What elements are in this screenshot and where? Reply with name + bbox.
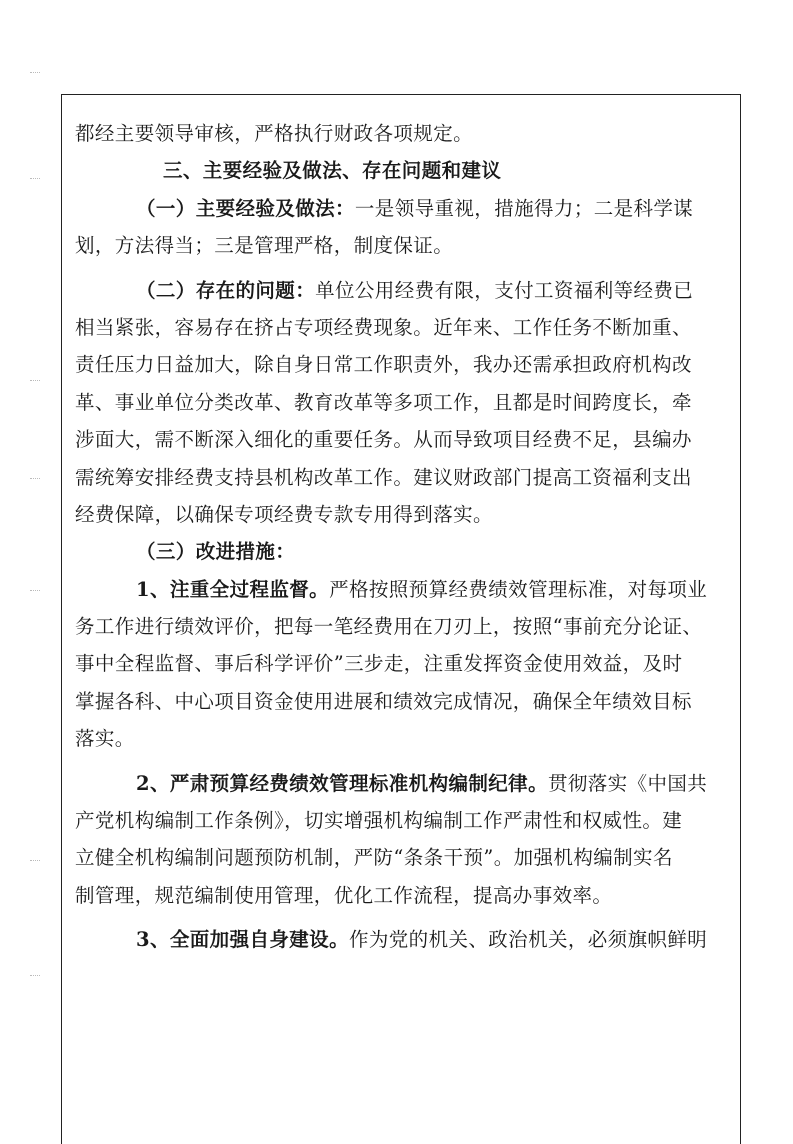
text-line [75, 190, 731, 227]
binding-mark [30, 478, 40, 481]
text-fragment: 划，方法得当；三是管理严格，制度保证。 [75, 234, 454, 258]
text-line [75, 421, 731, 458]
text-line [75, 921, 731, 958]
text-line [75, 459, 731, 496]
text-fragment: 务工作进行绩效评价，把每一笔经费用在刀刃上，按照“事前充分论证、 [75, 615, 703, 639]
subheading-lead: （一）主要经验及做法： [136, 196, 355, 220]
binding-mark [30, 590, 40, 593]
text-fragment: 一是领导重视，措施得力；二是科学谋 [354, 196, 694, 220]
text-fragment: 责任压力日益加大，除自身日常工作职责外，我办还需承担政府机构改 [75, 353, 692, 377]
binding-mark [30, 860, 40, 863]
text-line [75, 533, 731, 570]
text-fragment: 产党机构编制工作条例》，切实增强机构编制工作严肃性和权威性。建 [75, 809, 683, 833]
binding-mark [30, 380, 40, 383]
text-line [75, 309, 731, 346]
text-line [75, 683, 731, 720]
binding-mark [30, 178, 40, 181]
text-line [75, 608, 731, 645]
text-line [75, 877, 731, 914]
subheading-lead: 2、严肃预算经费绩效管理标准机构编制纪律。 [136, 771, 548, 795]
text-fragment: 事中全程监督、事后科学评价”三步走，注重发挥资金使用效益，及时 [75, 652, 683, 676]
text-fragment: 掌握各科、中心项目资金使用进展和绩效完成情况，确保全年绩效目标 [75, 689, 692, 713]
text-line [75, 272, 731, 309]
text-fragment: 制管理，规范编制使用管理，优化工作流程，提高办事效率。 [75, 883, 613, 907]
heading-text: 三、主要经验及做法、存在问题和建议 [163, 159, 502, 183]
subheading-lead: 3、全面加强自身建设。 [136, 928, 349, 952]
binding-mark [30, 975, 40, 978]
text-line [75, 115, 731, 152]
subheading-lead: （二）存在的问题： [136, 278, 316, 302]
text-fragment: 作为党的机关、政治机关，必须旗帜鲜明 [348, 928, 708, 952]
subheading-lead: （三）改进措施： [136, 540, 296, 564]
text-fragment: 严格按照预算经费绩效管理标准，对每项业 [329, 577, 708, 601]
text-fragment: 经费保障，以确保专项经费专款专用得到落实。 [75, 502, 493, 526]
text-line [75, 227, 731, 264]
subheading-lead: 1、注重全过程监督。 [136, 577, 330, 601]
text-fragment: 单位公用经费有限，支付工资福利等经费已 [315, 278, 694, 302]
text-line [75, 384, 731, 421]
text-fragment: 相当紧张，容易存在挤占专项经费现象。近年来、工作任务不断加重、 [75, 315, 692, 339]
binding-mark [30, 72, 40, 75]
text-line [75, 645, 731, 682]
document-body [61, 115, 741, 959]
text-line [75, 571, 731, 608]
text-line [75, 496, 731, 533]
text-line [75, 720, 731, 757]
text-fragment: 都经主要领导审核，严格执行财政各项规定。 [75, 122, 474, 145]
text-fragment: 需统筹安排经费支持县机构改革工作。建议财政部门提高工资福利支出 [75, 465, 692, 489]
text-fragment: 落实。 [75, 727, 135, 751]
text-line [75, 346, 731, 383]
text-fragment: 贯彻落实《中国共 [547, 771, 708, 795]
text-line [75, 839, 731, 876]
text-line [75, 765, 731, 802]
text-fragment: 革、事业单位分类改革、教育改革等多项工作，且都是时间跨度长，牵 [75, 390, 692, 414]
text-fragment: 涉面大，需不断深入细化的重要任务。从而导致项目经费不足，县编办 [75, 428, 692, 452]
text-line [75, 802, 731, 839]
text-fragment: 立健全机构编制问题预防机制，严防“条条干预”。加强机构编制实名 [75, 846, 673, 870]
section-heading [75, 152, 731, 189]
